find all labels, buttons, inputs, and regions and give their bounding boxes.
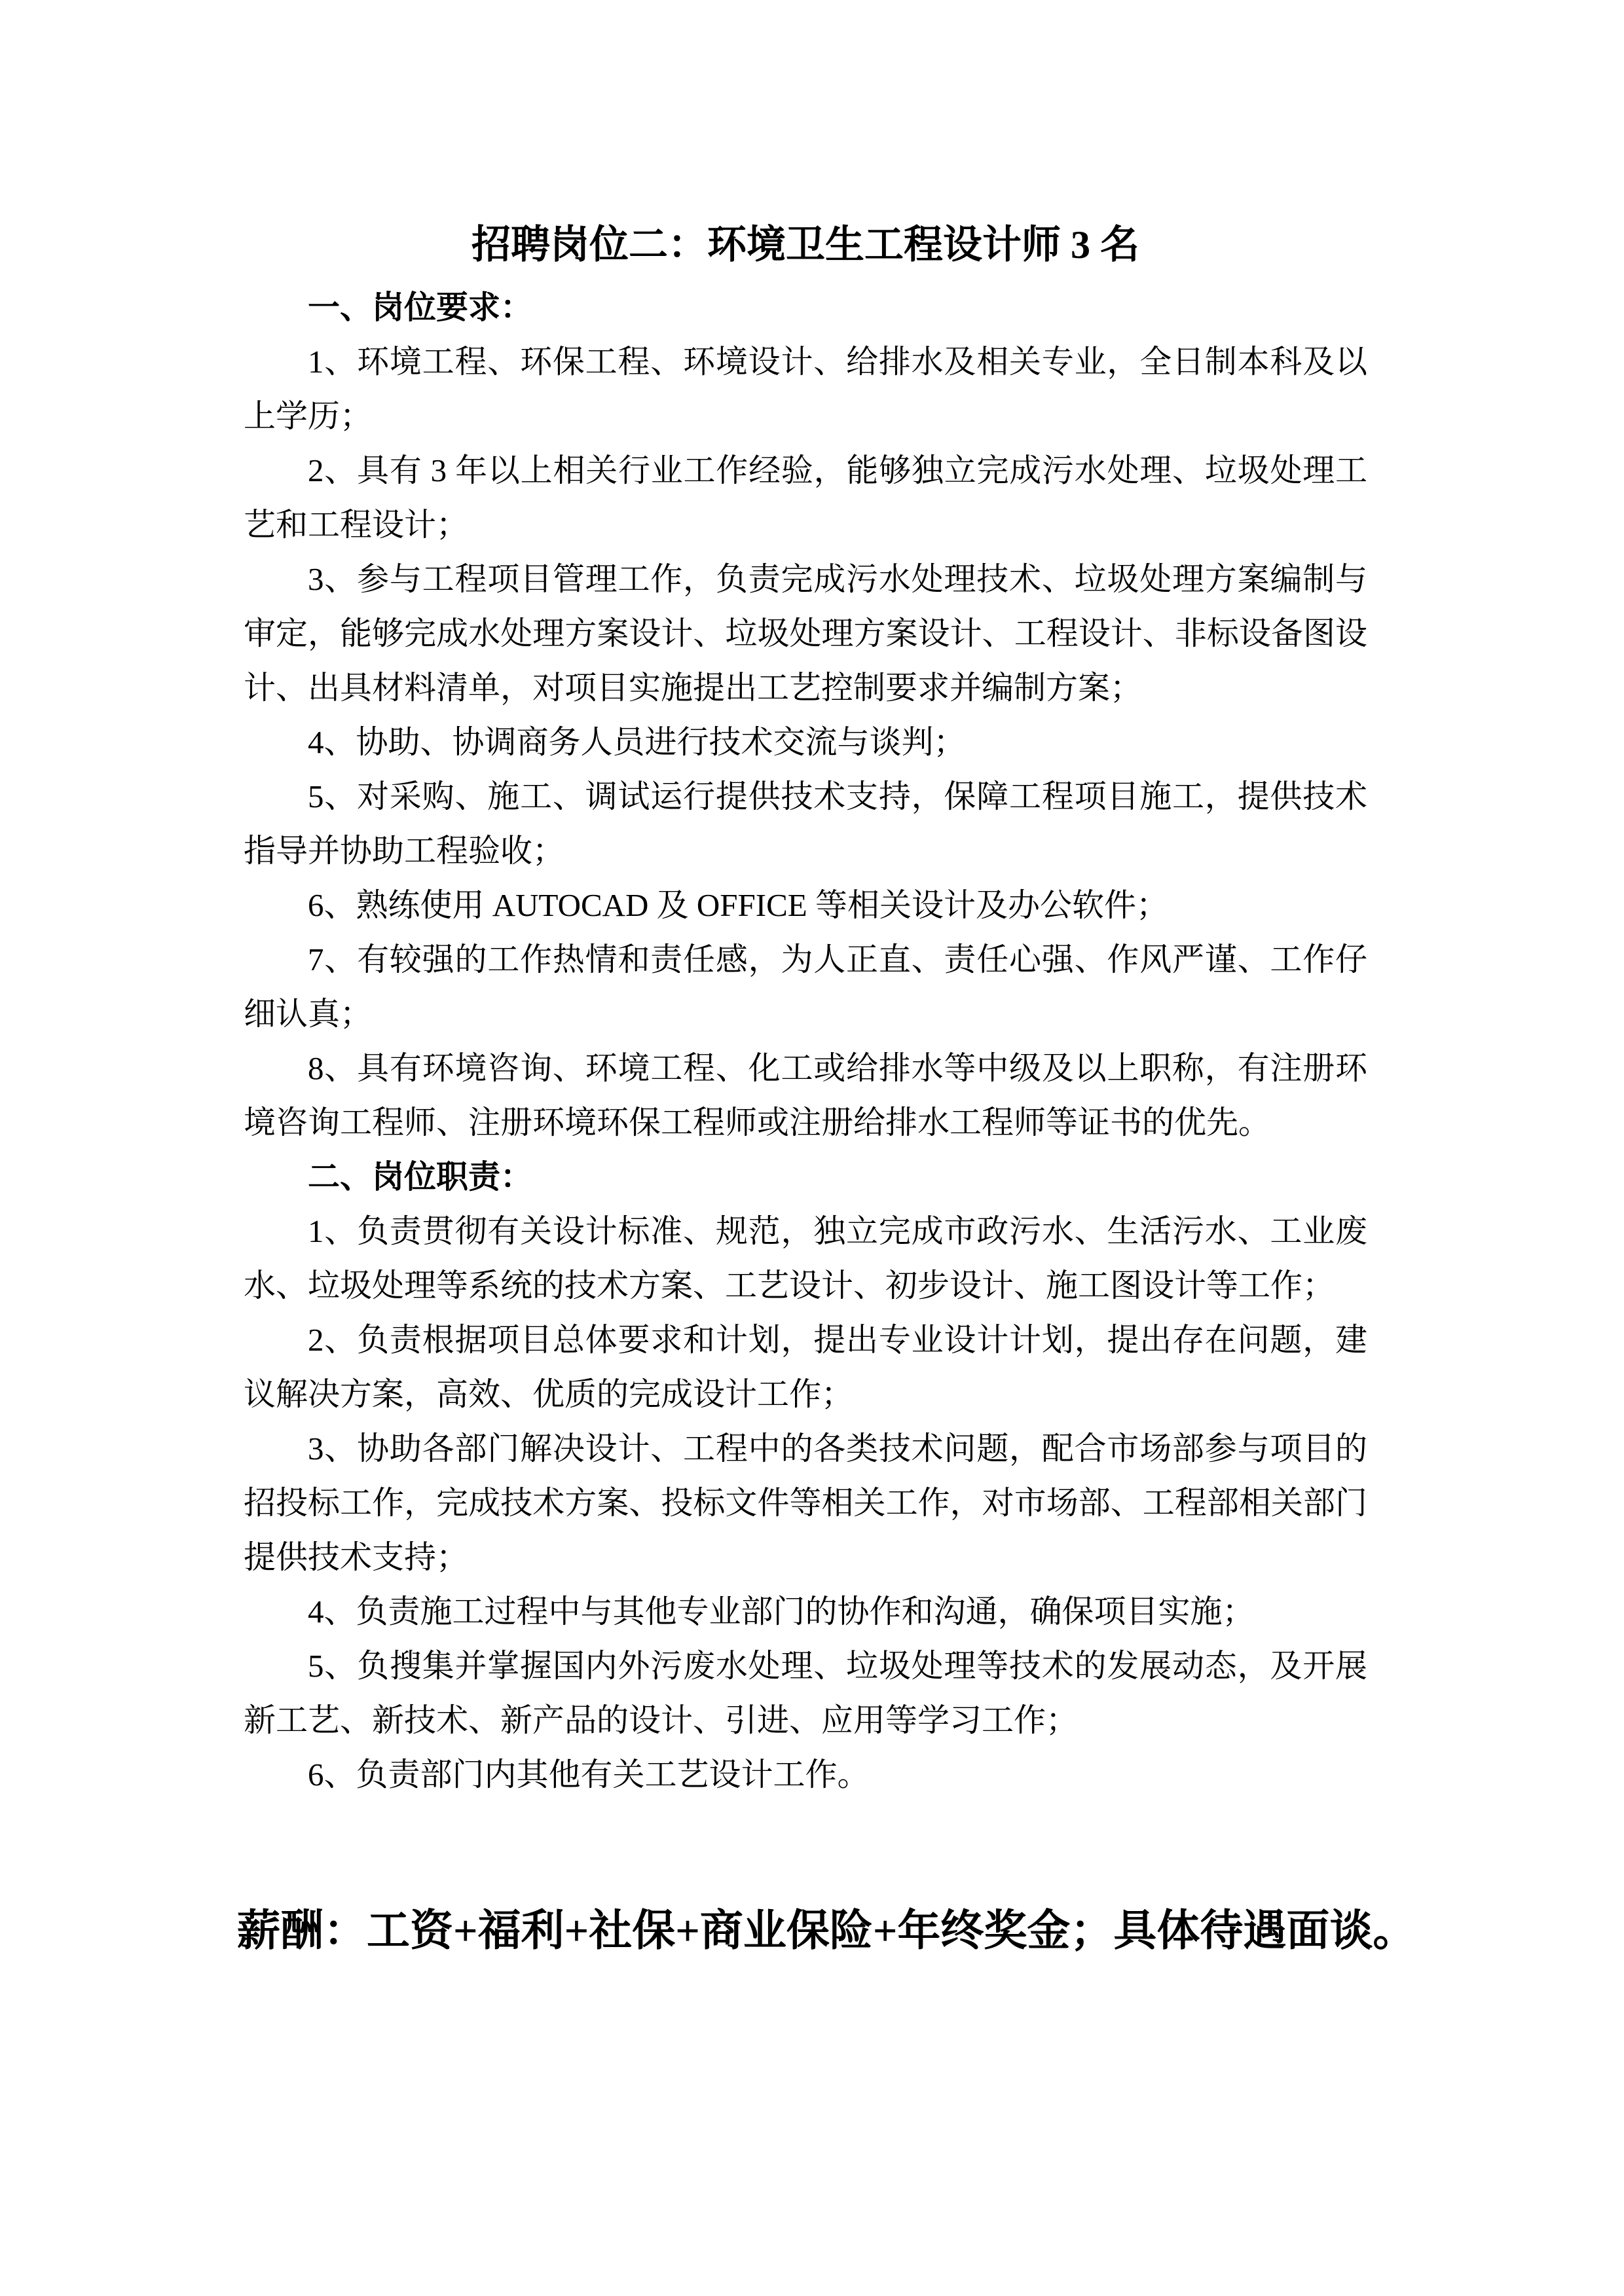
- duty-item-2: 2、负责根据项目总体要求和计划，提出专业设计计划，提出存在问题，建议解决方案，高效、优质的完成设计工作；: [244, 1322, 1367, 1412]
- requirement-item-4: 4、协助、协调商务人员进行技术交流与谈判；: [308, 724, 966, 760]
- salary-note: 薪酬：工资+福利+社保+商业保险+年终奖金；具体待遇面谈。: [237, 1907, 1416, 1955]
- requirement-item-2: 2、具有 3 年以上相关行业工作经验，能够独立完成污水处理、垃圾处理工艺和工程设计；: [244, 452, 1367, 543]
- duty-item-5: 5、负搜集并掌握国内外污废水处理、垃圾处理等技术的发展动态，及开展新工艺、新技术、新产品的设计、引进、应用等学习工作；: [244, 1648, 1367, 1738]
- requirement-item-1: 1、环境工程、环保工程、环境设计、给排水及相关专业，全日制本科及以上学历；: [244, 344, 1367, 434]
- requirement-item-6: 6、熟练使用 AUTOCAD 及 OFFICE 等相关设计及办公软件；: [308, 887, 1168, 923]
- duty-item-1: 1、负责贯彻有关设计标准、规范，独立完成市政污水、生活污水、工业废水、垃圾处理等系统的技术方案、工艺设计、初步设计、施工图设计等工作；: [244, 1213, 1367, 1303]
- duty-item-4: 4、负责施工过程中与其他专业部门的协作和沟通，确保项目实施；: [308, 1594, 1255, 1630]
- requirement-item-3: 3、参与工程项目管理工作，负责完成污水处理技术、垃圾处理方案编制与审定，能够完成水处理方案设计、垃圾处理方案设计、工程设计、非标设备图设计、出具材料清单，对项目实施提出工艺控制要求并编制方案；: [244, 561, 1367, 706]
- section-heading-requirements: 一、岗位要求：: [308, 289, 533, 325]
- requirement-item-5: 5、对采购、施工、调试运行提供技术支持，保障工程项目施工，提供技术指导并协助工程验收；: [244, 778, 1367, 869]
- requirement-item-7: 7、有较强的工作热情和责任感，为人正直、责任心强、作风严谨、工作仔细认真；: [244, 941, 1367, 1032]
- document-content: [237, 221, 1416, 1961]
- section-heading-duties: 二、岗位职责：: [308, 1159, 533, 1195]
- duty-item-3: 3、协助各部门解决设计、工程中的各类技术问题，配合市场部参与项目的招投标工作，完成技术方案、投标文件等相关工作，对市场部、工程部相关部门提供技术支持；: [244, 1430, 1367, 1575]
- requirement-item-8: 8、具有环境咨询、环境工程、化工或给排水等中级及以上职称，有注册环境咨询工程师、注册环境环保工程师或注册给排水工程师等证书的优先。: [244, 1050, 1367, 1140]
- page-title: 招聘岗位二：环境卫生工程设计师 3 名: [471, 223, 1139, 266]
- duty-item-6: 6、负责部门内其他有关工艺设计工作。: [308, 1757, 870, 1793]
